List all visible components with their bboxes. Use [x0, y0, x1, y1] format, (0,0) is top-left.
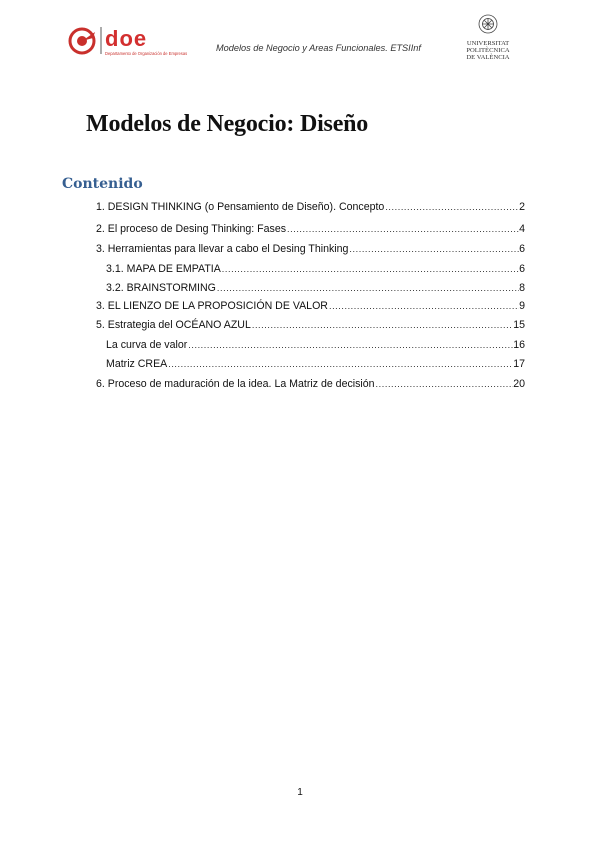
- toc-entry[interactable]: [96, 377, 525, 391]
- doe-department-logo: [68, 24, 213, 60]
- toc-entry-title: 2. El proceso de Desing Thinking: Fases: [96, 223, 287, 235]
- toc-entry-title: 3.1. MAPA DE EMPATIA: [106, 263, 221, 275]
- running-header-title: Modelos de Negocio y Areas Funcionales. ETSIInf: [216, 43, 421, 53]
- toc-entry-page: 17: [513, 358, 525, 370]
- toc-entry-title: Matriz CREA: [106, 358, 168, 370]
- toc-entry[interactable]: [96, 222, 525, 236]
- toc-leader-dots: [221, 262, 519, 276]
- toc-entry-page: 6: [519, 263, 525, 275]
- toc-entry-title: 3. Herramientas para llevar a cabo el Desing Thinking: [96, 243, 349, 255]
- toc-leader-dots: [167, 357, 513, 371]
- toc-entry[interactable]: [106, 357, 525, 371]
- toc-entry[interactable]: [96, 242, 525, 256]
- dept-logo-text: doe: [105, 26, 148, 51]
- toc-entry[interactable]: [96, 299, 525, 313]
- toc-entry-title: La curva de valor: [106, 339, 188, 351]
- toc-entry[interactable]: [106, 281, 525, 295]
- toc-entry-title: 3.2. BRAINSTORMING: [106, 282, 216, 294]
- toc-leader-dots: [384, 200, 519, 214]
- toc-entry-page: 16: [513, 339, 525, 351]
- toc-leader-dots: [328, 299, 519, 313]
- toc-leader-dots: [286, 222, 519, 236]
- page-header: [0, 0, 600, 70]
- toc-entry-title: 6. Proceso de maduración de la idea. La Matriz de decisión: [96, 378, 375, 390]
- upv-university-logo: [462, 12, 514, 64]
- toc-heading: Contenido: [62, 176, 143, 192]
- toc-entry-page: 20: [513, 378, 525, 390]
- toc-entry-page: 15: [513, 319, 525, 331]
- toc-leader-dots: [348, 242, 519, 256]
- toc-leader-dots: [187, 338, 513, 352]
- toc-entry[interactable]: [96, 318, 525, 332]
- upv-logo-line-3: DE VALÈNCIA: [466, 54, 510, 61]
- toc-entry[interactable]: [96, 200, 525, 214]
- toc-entry-page: 6: [519, 243, 525, 255]
- toc-entry-title: 3. EL LIENZO DE LA PROPOSICIÓN DE VALOR: [96, 300, 328, 312]
- page-title: Modelos de Negocio: Diseño: [86, 111, 369, 137]
- toc-leader-dots: [375, 377, 514, 391]
- dept-logo-subtitle: Departamento de Organización de Empresas: [105, 51, 188, 56]
- upv-logo-line-1: UNIVERSITAT: [466, 40, 510, 47]
- toc-leader-dots: [216, 281, 519, 295]
- toc-entry[interactable]: [106, 262, 525, 276]
- page-number: 1: [297, 787, 303, 798]
- toc-entry-page: 8: [519, 282, 525, 294]
- toc-entry-title: 5. Estrategia del OCÉANO AZUL: [96, 319, 251, 331]
- toc-entry-page: 4: [519, 223, 525, 235]
- toc-leader-dots: [251, 318, 513, 332]
- toc-entry[interactable]: [106, 338, 525, 352]
- toc-entry-page: 9: [519, 300, 525, 312]
- toc-entry-title: 1. DESIGN THINKING (o Pensamiento de Diseño). Concepto: [96, 201, 385, 213]
- upv-logo-line-2: POLITÈCNICA: [466, 47, 510, 54]
- toc-entry-page: 2: [519, 201, 525, 213]
